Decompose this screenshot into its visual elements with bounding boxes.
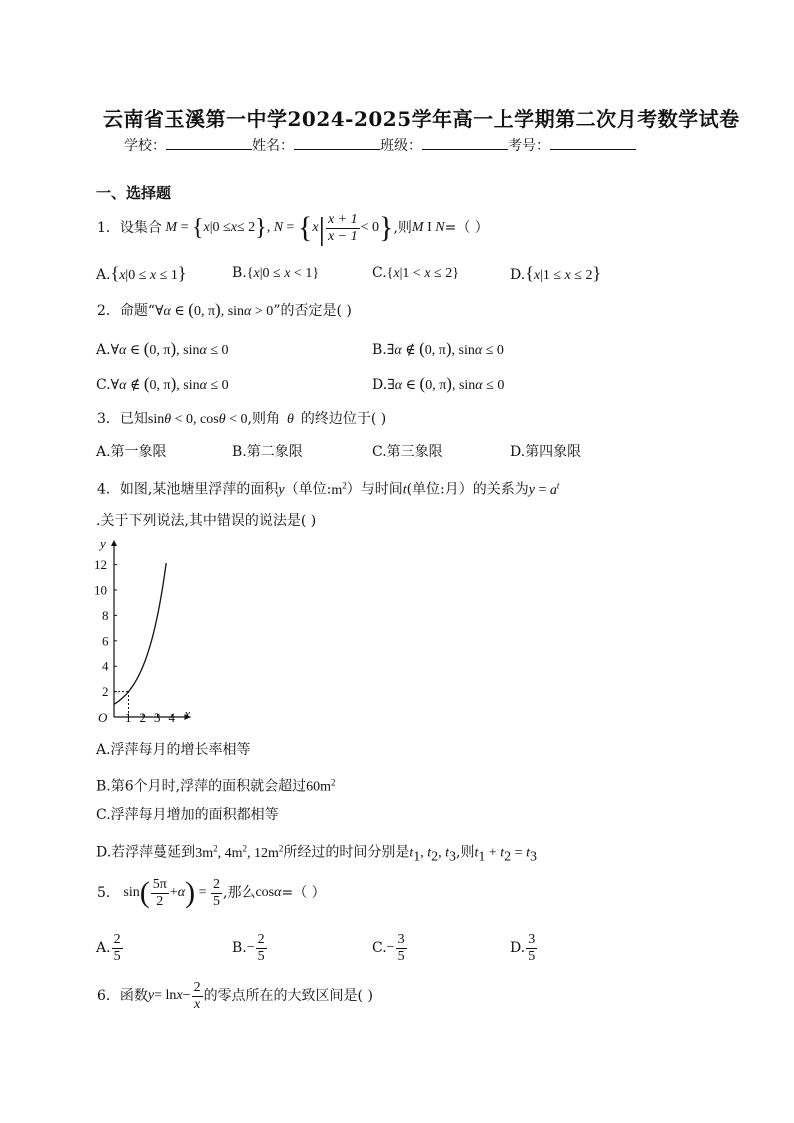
question-6: 6． 函数 y = ln x − $\frac{2}{x}$ 的零点所在的大致区间是( ) xyxy=(97,979,373,1012)
q5-option-b[interactable]: B. − $\frac{2}{5}$ xyxy=(232,931,265,964)
class-label: 班级： xyxy=(380,138,422,154)
q4-stem-line2: .关于下列说法,其中错误的说法是( ) xyxy=(96,513,317,529)
question-5: 5． sin ( $\frac{5\pi}{2}$ + α ) = $\frac{2}{5}$ ,那么 cos α =（ ） xyxy=(97,876,326,909)
q1-option-d[interactable]: D.{x|1 ≤ x ≤ 2} xyxy=(510,263,602,283)
q2-option-b[interactable]: B.∃α ∉ (0, π), sinα ≤ 0 xyxy=(372,339,504,358)
q4-option-b[interactable]: B.第6个月时,浮萍的面积就会超过$60m^2$ xyxy=(96,777,336,795)
question-4: 4．如图,某池塘里浮萍的面积y（单位$:m^2$）与时间t(单位:月）的关系为$y = a^t$ xyxy=(97,480,560,498)
x-axis-label: x xyxy=(184,706,191,721)
growth-curve xyxy=(114,563,166,704)
q4-option-a[interactable]: A.浮萍每月的增长率相等 xyxy=(96,742,251,758)
q1-set-n: N xyxy=(273,220,284,235)
school-label: 学校： xyxy=(124,138,166,154)
name-label: 姓名： xyxy=(252,138,294,154)
school-blank[interactable] xyxy=(166,149,252,150)
section-heading: 一、选择题 xyxy=(96,184,172,202)
q3-option-c[interactable]: C.第三象限 xyxy=(372,444,443,460)
x-tick-label: 1 xyxy=(125,710,132,725)
q3-option-d[interactable]: D.第四象限 xyxy=(510,444,582,460)
question-2: 2．命题“∀α ∈ (0, π), sinα > 0”的否定是( ) xyxy=(97,300,352,319)
q2-option-c[interactable]: C.∀α ∉ (0, π), sinα ≤ 0 xyxy=(96,374,229,393)
x-tick-label: 3 xyxy=(154,710,161,725)
y-tick-label: 8 xyxy=(102,607,109,623)
origin-label: O xyxy=(98,710,108,725)
x-tick-label: 4 xyxy=(168,710,175,725)
q1-stem-c: =（ ） xyxy=(444,220,489,236)
y-tick-label: 10 xyxy=(94,582,107,598)
q3-option-b[interactable]: B.第二象限 xyxy=(232,444,303,460)
q4-option-c[interactable]: C.浮萍每月增加的面积都相等 xyxy=(96,807,279,823)
y-axis-arrow xyxy=(111,540,117,546)
number-blank[interactable] xyxy=(550,149,636,150)
q1-option-b[interactable]: B.{x|0 ≤ x < 1} xyxy=(232,265,320,281)
class-blank[interactable] xyxy=(422,149,508,150)
name-blank[interactable] xyxy=(294,149,380,150)
q1-set-m: M xyxy=(161,220,178,235)
y-tick-label: 2 xyxy=(102,684,109,700)
q1-stem-a: 设集合 xyxy=(119,220,162,236)
q2-option-a[interactable]: A.∀α ∈ (0, π), sinα ≤ 0 xyxy=(96,339,229,358)
q4-b-value: 60m xyxy=(306,779,331,795)
page-title: 云南省玉溪第一中学2024-2025学年高一上学期第二次月考数学试卷 xyxy=(103,107,740,131)
y-tick-label: 6 xyxy=(102,633,109,649)
q1-number: 1． xyxy=(97,220,120,236)
y-tick-label: 4 xyxy=(102,658,109,674)
growth-chart xyxy=(90,536,200,726)
number-label: 考号： xyxy=(508,138,550,154)
q5-option-a[interactable]: A. $\frac{2}{5}$ xyxy=(96,931,121,964)
q1-stem-b: ,则 xyxy=(393,220,412,236)
q1-option-c[interactable]: C.{x|1 < x ≤ 2} xyxy=(372,265,459,281)
question-1: 1． 设集合 M = { x |0 ≤ x ≤ 2 } , N = { x | $\frac{x + 1}{x - 1}$ < 0 } ,则 M I N =（ ） xyxy=(97,210,489,246)
q5-option-c[interactable]: C. − $\frac{3}{5}$ xyxy=(372,931,405,964)
q4-option-d[interactable]: D.若浮萍蔓延到$3m^2$, $4m^2$, $12m^2$所经过的时间分别是$t_1$, $t_2$, $t_3$,则$t_1 + t_2 = t_3$ xyxy=(96,843,537,865)
question-3: 3．已知sinθ < 0, cosθ < 0,则角 θ 的终边位于( ) xyxy=(97,411,387,427)
q2-option-d[interactable]: D.∃α ∈ (0, π), sinα ≤ 0 xyxy=(372,374,505,393)
y-axis-label: y xyxy=(100,536,106,551)
info-line xyxy=(124,137,636,155)
q3-option-a[interactable]: A.第一象限 xyxy=(96,444,167,460)
q5-option-d[interactable]: D. $\frac{3}{5}$ xyxy=(510,931,536,964)
y-tick-label: 12 xyxy=(94,557,107,573)
q1-option-a[interactable]: A.{x|0 ≤ x ≤ 1} xyxy=(96,263,187,283)
x-tick-label: 2 xyxy=(139,710,146,725)
